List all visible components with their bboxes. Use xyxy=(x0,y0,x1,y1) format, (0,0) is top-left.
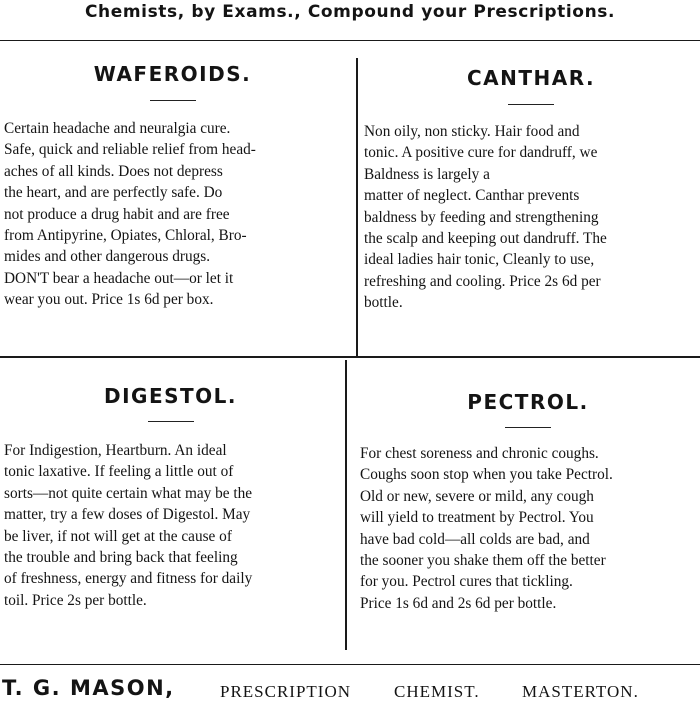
title-rule xyxy=(508,104,554,105)
chemist-name: T. G. MASON, xyxy=(2,676,175,700)
ad-body: Certain headache and neuralgia cure. Safe, quick and reliable relief from head- aches of all kinds. Does not depress the heart, and are perfectly safe. Do not produce a drug habit and are free from Antipyrine, Opiates, Chloral, Bro- mides and other dangerous drugs. DON'T bear a headache out—or let it wear you out. Price 1s 6d per box. xyxy=(4,120,256,309)
chemist-town: MASTERTON. xyxy=(522,682,639,701)
ad-body: For chest soreness and chronic coughs. Coughs soon stop when you take Pectrol. Old or new, severe or mild, any cough will yield to treatment by Pectrol. You have bad cold—all colds are bad, and the sooner you shake them off the better for you. Pectrol cures that tickling. Price 1s 6d and 2s 6d per bottle. xyxy=(360,445,613,612)
title-rule xyxy=(150,100,196,101)
bottom-divider xyxy=(0,664,700,665)
ad-body: For Indigestion, Heartburn. An ideal tonic laxative. If feeling a little out of sorts—not quite certain what may be the matter, try a few doses of Digestol. May be liver, if not will get at the cause of the trouble and bring back that feeling of freshness, energy and fitness for daily toil. Price 2s per bottle. xyxy=(4,442,253,609)
ad-pectrol xyxy=(360,390,696,614)
ad-title: CANTHAR. xyxy=(466,66,596,90)
ad-body: Non oily, non sticky. Hair food and tonic. A positive cure for dandruff, we Baldness is largely a matter of neglect. Canthar prevents baldness by feeding and strengthening the scalp and keeping out dandruff. The ideal ladies hair tonic, Cleanly to use, refreshing and cooling. Price 2s 6d per bottle. xyxy=(364,123,607,312)
vertical-divider-upper xyxy=(356,58,358,358)
ad-title: PECTROL. xyxy=(467,390,589,414)
vertical-divider-lower xyxy=(345,360,347,650)
middle-divider xyxy=(0,356,700,358)
chemist-trade: CHEMIST. xyxy=(394,682,480,701)
ad-title: WAFEROIDS. xyxy=(93,62,252,86)
title-rule xyxy=(148,421,194,422)
ad-digestol xyxy=(4,384,337,611)
footer-signature xyxy=(2,676,700,706)
chemist-role: PRESCRIPTION xyxy=(220,682,352,701)
page-header: Chemists, by Exams., Compound your Prescriptions. xyxy=(84,2,616,22)
ad-waferoids xyxy=(4,62,341,311)
title-rule xyxy=(505,427,551,428)
ad-title: DIGESTOL. xyxy=(103,384,237,408)
ad-canthar xyxy=(364,66,698,314)
top-divider xyxy=(0,40,700,41)
